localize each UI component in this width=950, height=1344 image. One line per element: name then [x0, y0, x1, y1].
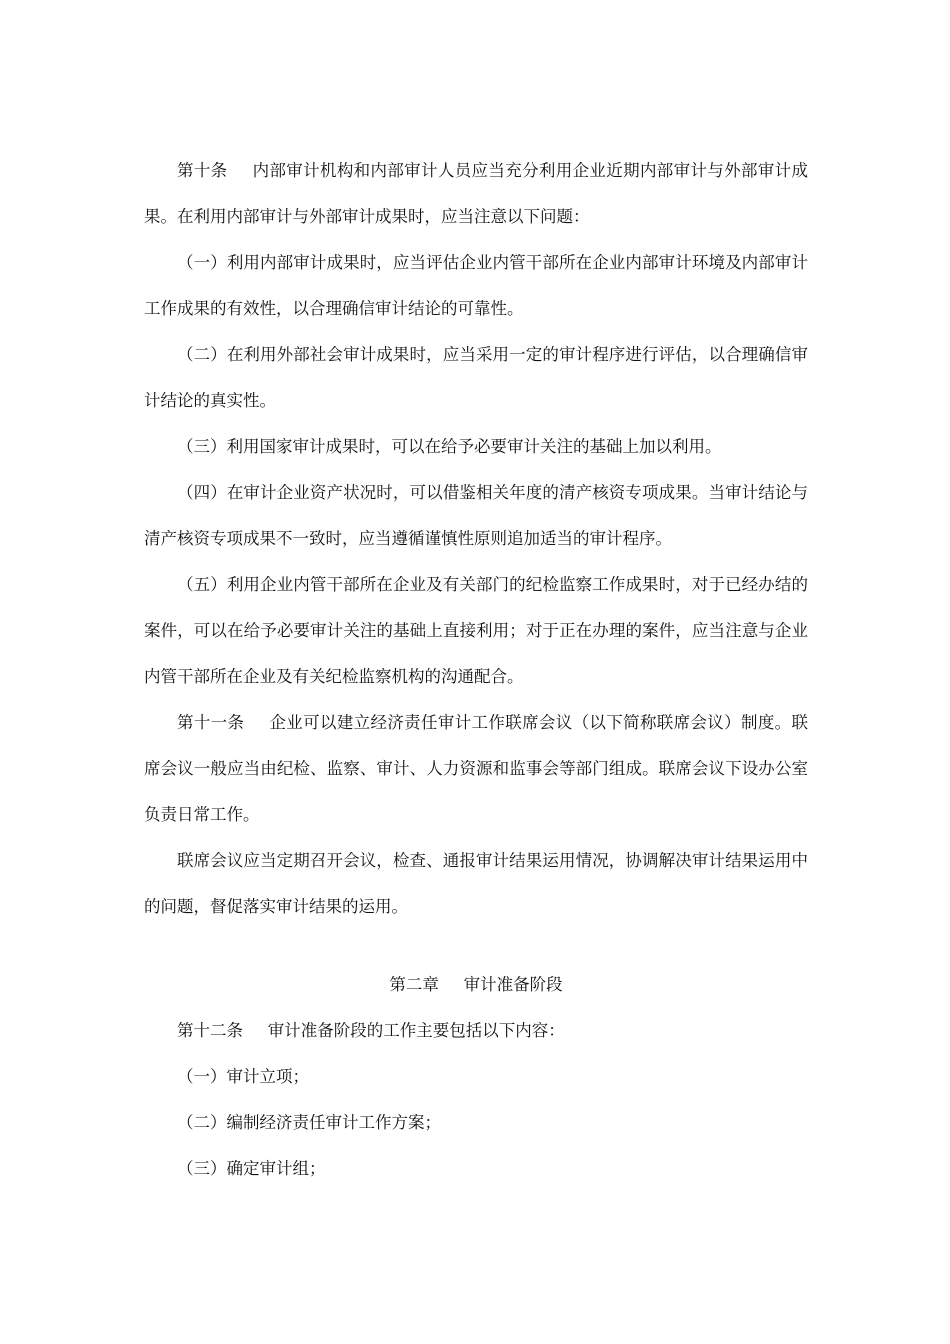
article-10-text: 内部审计机构和内部审计人员应当充分利用企业近期内部审计与外部审计成果。在利用内部审计与外部审计成果时，应当注意以下问题： — [144, 161, 809, 226]
article-11-paragraph-2: 联席会议应当定期召开会议，检查、通报审计结果运用情况，协调解决审计结果运用中的问题，督促落实审计结果的运用。 — [144, 851, 808, 916]
article-10-item-1: （一）利用内部审计成果时，应当评估企业内管干部所在企业内部审计环境及内部审计工作成果的有效性，以合理确信审计结论的可靠性。 — [144, 253, 808, 318]
article-11 — [144, 700, 808, 838]
article-12-label: 第十二条 — [177, 1021, 243, 1040]
article-12-text: 审计准备阶段的工作主要包括以下内容： — [267, 1021, 565, 1040]
article-11-text: 企业可以建立经济责任审计工作联席会议（以下简称联席会议）制度。联席会议一般应当由纪检、监察、审计、人力资源和监事会等部门组成。联席会议下设办公室负责日常工作。 — [144, 713, 809, 824]
article-10-item-2: （二）在利用外部社会审计成果时，应当采用一定的审计程序进行评估，以合理确信审计结论的真实性。 — [144, 345, 808, 410]
article-12-item-2: （二）编制经济责任审计工作方案； — [177, 1113, 441, 1132]
article-10-label: 第十条 — [177, 161, 228, 180]
chapter-heading — [144, 962, 808, 1008]
article-10-item-3: （三）利用国家审计成果时，可以在给予必要审计关注的基础上加以利用。 — [177, 437, 722, 456]
article-10-item-4: （四）在审计企业资产状况时，可以借鉴相关年度的清产核资专项成果。当审计结论与清产核资专项成果不一致时，应当遵循谨慎性原则追加适当的审计程序。 — [144, 483, 808, 548]
chapter-title: 审计准备阶段 — [463, 975, 563, 994]
document-page — [144, 148, 808, 1192]
article-10 — [144, 148, 808, 240]
article-12-item-1: （一）审计立项； — [177, 1067, 309, 1086]
article-10-item-5: （五）利用企业内管干部所在企业及有关部门的纪检监察工作成果时，对于已经办结的案件，可以在给予必要审计关注的基础上直接利用；对于正在办理的案件，应当注意与企业内管干部所在企业及有关纪检监察机构的沟通配合。 — [144, 575, 808, 686]
article-11-label: 第十一条 — [177, 713, 245, 732]
article-12-item-3: （三）确定审计组； — [177, 1159, 326, 1178]
chapter-number: 第二章 — [389, 975, 439, 994]
article-12 — [144, 1008, 808, 1054]
